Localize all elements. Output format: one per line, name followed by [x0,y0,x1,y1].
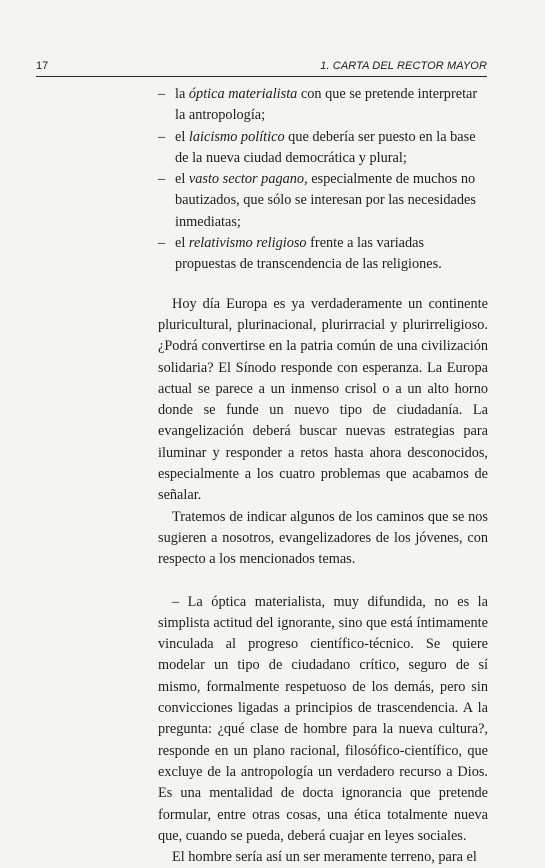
bullet-text: el [175,171,189,188]
bullet-item-optica [158,84,488,127]
bullet-text: que debería ser puesto en la base de la nueva ciudad democrática y plural; [175,128,476,166]
bullet-text: la [175,86,189,102]
bullet-text: el [175,235,189,252]
paragraph-europa: Hoy día Europa es ya verdaderamente un continente pluricultural, plurinacional, plurirracial y plurirreligioso. ¿Podrá convertirse en la patria común de una civilización solidaria? El Sínodo responde con esperanza. La Europa actual se parece a un inmenso crisol o a un alto horno donde se funde un nuevo tipo de ciudadanía. La evangelización deberá buscar nuevas estrategias para iluminar y responder a retos hasta ahora desconocidos, especialmente a los cuatro problemas que acabamos de señalar. [158,295,488,504]
running-title: 1. CARTA DEL RECTOR MAYOR [320,60,487,72]
bullet-text: con que se pretende interpretar la antropología; [175,86,478,124]
bullet-emphasis: laicismo político [188,128,285,145]
bullet-item-vasto-sector [158,169,488,233]
bullet-text: frente a las variadas propuestas de transcendencia de las religiones. [175,235,442,273]
page-number: 17 [36,60,49,72]
bullet-text: especialmente de muchos no bautizados, que sólo se interesan por las necesidades inmediatas; [175,171,476,230]
bullet-list [158,84,488,276]
bullet-text: el [175,128,189,145]
paragraph-hombre: El hombre sería así un ser meramente terreno, para el [172,849,477,866]
bullet-dash: – [158,171,166,188]
bullet-dash: – [158,86,166,102]
page-header [36,58,487,77]
bullet-dash: – [158,128,166,145]
paragraph-caminos: Tratemos de indicar algunos de los caminos que se nos sugieren a nosotros, evangelizadores de los jóvenes, con respecto a los mencionados temas. [158,508,488,568]
paragraph-optica-materialista: – La óptica materialista, muy difundida, no es la simplista actitud del ignorante, sino que está íntimamente vinculada al progreso científico-técnico. Se quiere modelar un tipo de ciudadano crítico, seguro de sí mismo, formalmente respetuoso de los demás, pero sin convicciones ligadas a principios de trascendencia. A la pregunta: ¿qué clase de hombre para la nueva cultura?, responde en un plano racional, filosófico-científico, que excluye de la antropología un verdadero recurso a Dios. Es una mentalidad de docta ignorancia que pretende formular, entre otras cosas, una ética totalmente nueva que, cuando se pueda, deberá cuajar en leyes sociales. [158,593,488,844]
bullet-emphasis: relativismo religioso [188,235,307,252]
bullet-emphasis: vasto sector pagano, [188,171,308,188]
bullet-emphasis: óptica materialista [188,86,298,102]
text-body [158,84,488,868]
bullet-item-laicismo [158,127,488,170]
bullet-item-relativismo [158,233,488,276]
bullet-dash: – [158,235,166,252]
